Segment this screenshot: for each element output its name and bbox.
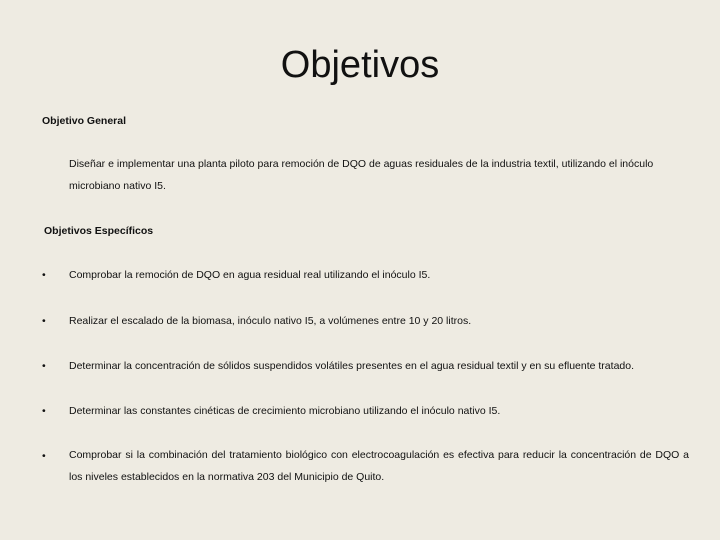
list-item: Comprobar la remoción de DQO en agua residual real utilizando el inóculo I5. — [69, 269, 431, 281]
general-objective-text: Diseñar e implementar una planta piloto para remoción de DQO de aguas residuales de la industria textil, utilizando el inóculo microbiano nativo I5. — [69, 158, 654, 192]
list-item: Realizar el escalado de la biomasa, inóculo nativo I5, a volúmenes entre 10 y 20 litros. — [69, 315, 472, 327]
list-item: Determinar la concentración de sólidos suspendidos volátiles presentes en el agua residual textil y en su efluente tratado. — [69, 360, 635, 372]
bullet-marker: • — [42, 269, 46, 281]
bullet-marker: • — [42, 450, 46, 462]
bullet-marker: • — [42, 405, 46, 417]
slide-title: Objetivos — [280, 44, 440, 86]
list-item: Determinar las constantes cinéticas de crecimiento microbiano utilizando el inóculo nativo I5. — [69, 405, 501, 417]
bullet-marker: • — [42, 315, 46, 327]
bullet-marker: • — [42, 360, 46, 372]
specific-objectives-heading: Objetivos Específicos — [44, 225, 154, 237]
list-item: Comprobar si la combinación del tratamiento biológico con electrocoagulación es efectiva para reducir la concentración de DQO a los niveles establecidos en la normativa 203 del Municipio de Quito. — [69, 449, 689, 483]
general-objective-heading: Objetivo General — [42, 115, 127, 127]
